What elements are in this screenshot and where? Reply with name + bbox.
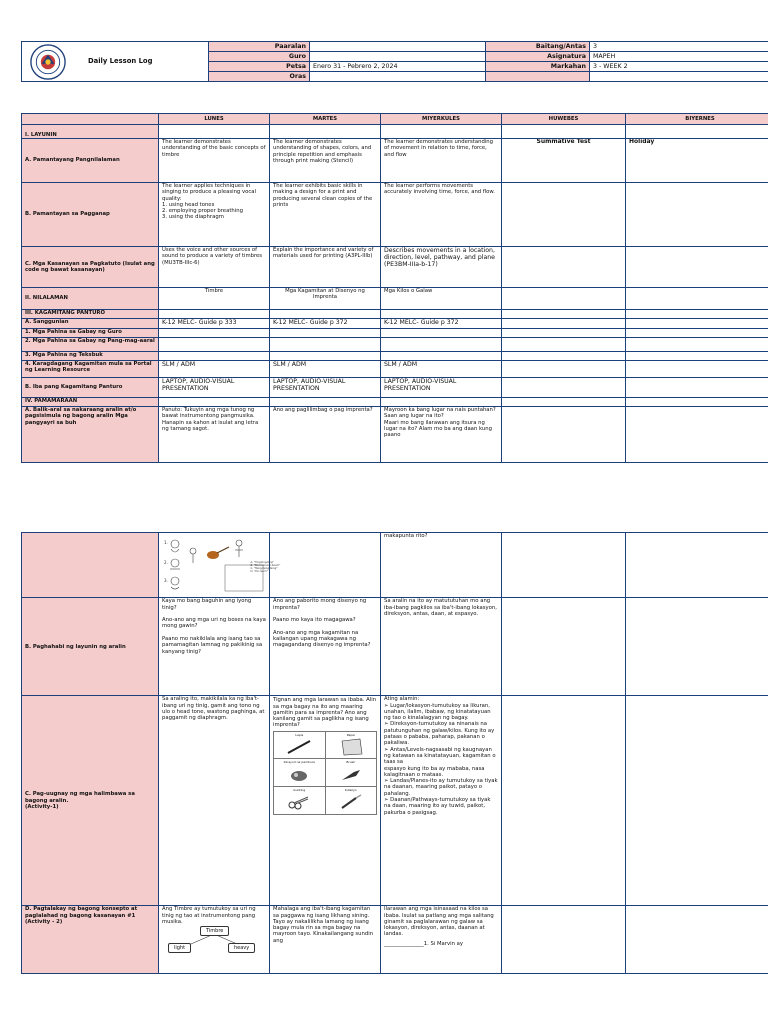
pagtalakay-item-1: _______________1. Si Marvin ay: [384, 940, 464, 947]
paper-icon: [336, 738, 366, 756]
deped-seal-icon: [30, 44, 66, 80]
printing-tools-grid: [273, 731, 377, 815]
corner-cell: [22, 114, 159, 125]
document-title: Daily Lesson Log: [88, 57, 153, 65]
cell-paghahabi-lunes: Kaya mo bang baguhin ang iyong tinig? Ano-ano ang mga uri ng boses na kaya mong gawin? Paano mo nakikilala ang isang tao sa pamamagitan lamnag ng pakikinig sa kanyang tinig?: [159, 598, 270, 696]
cell-sanggunian-miyerkules: K-12 MELC- Guide p 372: [381, 319, 502, 329]
day-header-lunes: LUNES: [159, 114, 270, 125]
value-asignatura: MAPEH: [590, 52, 768, 62]
tool-lapis: Lapis: [274, 731, 326, 759]
label-markahan: Markahan: [486, 62, 590, 72]
pagtalakay-lunes-text: Ang Timbre ay tumutukoy sa uri ng tinig ng tao at instrumentong pang musika.: [162, 906, 256, 925]
row-label-gabay-ng-guro: 1. Mga Pahina sa Gabay ng Guro: [22, 329, 159, 338]
cell-b-lunes: The learner applies techniques in singing to produce a pleasing vocal quality: 1. using head tones 2. employing proper breathing 3. using the diaphragm: [159, 183, 270, 247]
label-baitang: Baitang/Antas: [486, 42, 590, 52]
value-markahan: 3 - WEEK 2: [590, 62, 768, 72]
value-paaralan: [310, 42, 486, 52]
cell-paghahabi-martes: Ano ang paborito mong disenyo ng imprenta? Paano mo kaya ito magagawa? Ano-ano ang mga kagamitan na kailangan upang makagawa ng magagandang disenyo ng imprenta?: [270, 598, 381, 696]
pag-uugnay-martes-text: Tignan ang mga larawan sa ibaba. Alin sa mga bagay na ito ang maaring gamitin para sa imprenta? Ano ang kanilang gamit sa paglikha ng isang imprenta?: [273, 697, 377, 729]
row-label-pag-uugnay: C. Pag-uugnay ng mga halimbawa sa bagong aralin. (Activity-1): [22, 696, 159, 906]
diagram-node-light: light: [168, 943, 191, 953]
cell-balik-miyerkules: Mayroon ka bang lugar na nais puntahan? Saan ang lugar na ito? Maari mo bang ilarawan ang itsura ng lugar na ito? Alam mo ba ang daan kung paano: [381, 407, 502, 463]
quiz-option: B. "Boom-boom-boom": [250, 563, 281, 567]
section-pamamaraan: IV. PAMAMARAAN: [22, 398, 159, 407]
cell-a-martes: The learner demonstrates understanding of shapes, colors, and principle repetition and emphasis through print making (Stencil): [270, 139, 381, 183]
cell-c-martes: Explain the importance and variety of materials used for printing (A3PL-IIIb): [270, 247, 381, 288]
cell-pagtalakay-miyerkules: [381, 906, 502, 974]
row-label-gabay-ng-mag-aaral: 2. Mga Pahina sa Gabay ng Pang-mag-aaral: [22, 338, 159, 352]
header-logo-cell: [22, 42, 209, 82]
label-paaralan: Paaralan: [209, 42, 310, 52]
cell-pag-uugnay-martes: [270, 696, 381, 906]
instrument-quiz-illustration: [161, 535, 265, 593]
pagtalakay-miyerkules-text: Ilarawan ang mga isinasaad na kilos sa ibaba. Isulat sa patlang ang mga salitang ginamit sa paglalarawan ng galaw sa lokasyon, direksyon, antas, daanan at landas.: [384, 906, 494, 938]
value-guro: [310, 52, 486, 62]
day-header-martes: MARTES: [270, 114, 381, 125]
lesson-plan-table-page1: [21, 113, 768, 463]
svg-text:1.: 1.: [164, 540, 168, 545]
cell-a-biyernes: Holiday: [626, 139, 768, 183]
value-petsa: Enero 31 - Pebrero 2, 2024: [310, 62, 486, 72]
quiz-option: D. "Do-re-mi": [250, 570, 268, 574]
cell-balik-martes: Ano ang paglilimbag o pag imprenta?: [270, 407, 381, 463]
continued-label-cell: [22, 533, 159, 598]
value-oras: [310, 72, 486, 82]
cell-sanggunian-lunes: K-12 MELC- Guide p 333: [159, 319, 270, 329]
cell-a-lunes: The learner demonstrates understanding of the basic concepts of timbre: [159, 139, 270, 183]
cell-pagtalakay-martes: Mahalaga ang iba't-ibang kagamitan sa paggawa ng isang likhang sining. Tayo ay nakalilikha lamang ng isang bagay mula rin sa mga bagay na mayroon tayo. Kinakailangang sundin ang: [270, 906, 381, 974]
pencil-icon: [284, 738, 314, 756]
cell-c-miyerkules: Describes movements in a location, direction, level, pathway, and plane (PE3BM-IIIa-b-17): [381, 247, 502, 288]
cell-c-lunes: Uses the voice and other sources of sound to produce a variety of timbres (MU3TB-IIIc-6): [159, 247, 270, 288]
diagram-node-heavy: heavy: [228, 943, 255, 953]
cell-lr-miyerkules: SLM / ADM: [381, 361, 502, 378]
cell-pag-uugnay-miyerkules: Ating alamin: ➢ Lugar/lokasyon-tumutukoy sa likuran, unahan, ilalim, ibabaw, ng kinatatayuan ng tao o kinalalagyan ng bagay. ➢ Direksyon-tumutukoy sa ninanais na patutunguhan ng galaw/kilos. Kung ito ay pataas o pababa, paharap, pakanan o pakaliwa. ➢ Antas/Levels-nagsasabi ng kaugnayan ng katawan sa kinatatayuan, kagamitan o taas sa espasyo kung ito ba ay mababa, nasa kalagitnaan o mataas. ➢ Landas/Planes-ito ay tumutukoy sa tiyak na daanan, maaring paikot, patayo o pahalang. ➢ Daanan/Pathways-tumutukoy sa tiyak na daan, maaring ito ay tuwid, paikot, pakurba o pasigsag.: [381, 696, 502, 906]
cell-nilalaman-martes: Mga Kagamitan at Disenyo ng Imprenta: [270, 288, 381, 310]
diagram-node-timbre: Timbre: [200, 926, 229, 936]
cutter-knife-icon: [336, 793, 366, 811]
row-label-sanggunian: A. Sanggunian: [22, 319, 159, 329]
day-header-miyerkules: MIYERKULES: [381, 114, 502, 125]
cell-iba-miyerkules: LAPTOP, AUDIO-VISUAL PRESENTATION: [381, 378, 502, 398]
cell-a-huwebes: Summative Test: [502, 139, 626, 183]
tool-brush: Brush: [325, 759, 377, 787]
day-header-biyernes: BIYERNES: [626, 114, 768, 125]
row-label-kasanayan-sa-pagkatuto: C. Mga Kasanayan sa Pagkatuto (Isulat ang code ng bawat kasanayan): [22, 247, 159, 288]
cell-pagtalakay-lunes: [159, 906, 270, 974]
tool-pambura: Kinayod na pambura: [274, 759, 326, 787]
tool-gunting: Gunting: [274, 786, 326, 814]
cell-paghahabi-miyerkules: Sa aralin na ito ay matututuhan mo ang iba-ibang pagkilos sa iba't-ibang lokasyon, direksyon, antas, daan, at espasyo.: [381, 598, 502, 696]
row-label-teksbuk: 3. Mga Pahina ng Teksbuk: [22, 352, 159, 361]
cell-pag-uugnay-lunes: Sa araling ito, makikilala ka ng iba't-ibang uri ng tinig, gamit ang tono ng ulo o head tone, wastong paghinga, at paggamit ng diaphragm.: [159, 696, 270, 906]
brush-icon: [336, 766, 366, 784]
carved-eraser-icon: [284, 766, 314, 784]
scissors-icon: [284, 793, 314, 811]
tool-kutsilyo: Kutsilyo: [325, 786, 377, 814]
cell-nilalaman-miyerkules: Mga Kilos o Galaw: [381, 288, 502, 310]
lesson-plan-table-page2: [21, 532, 768, 974]
cell-lr-lunes: SLM / ADM: [159, 361, 270, 378]
day-header-huwebes: HUWEBES: [502, 114, 626, 125]
lesson-header-grid: [21, 41, 768, 82]
label-oras: Oras: [209, 72, 310, 82]
cell-iba-martes: LAPTOP, AUDIO-VISUAL PRESENTATION: [270, 378, 381, 398]
quiz-option: A. "Ting-ting-ting": [250, 560, 274, 564]
row-label-pamantayan-sa-pagganap: B. Pamantayan sa Pagganap: [22, 183, 159, 247]
row-label-pagtalakay: D. Pagtalakay ng bagong konsepto at paglalahad ng bagong kasanayan #1 (Activity - 2): [22, 906, 159, 974]
cell-sanggunian-martes: K-12 MELC- Guide p 372: [270, 319, 381, 329]
tool-papel: Papel: [325, 731, 377, 759]
row-label-balik-aral: A. Balik-aral sa nakaraang aralin at/o pagsisimula ng bagong aralin Mga pangyayri sa buh: [22, 407, 159, 463]
label-petsa: Petsa: [209, 62, 310, 72]
value-baitang: 3: [590, 42, 768, 52]
quiz-option: C. "Tsing-tsing-tsing": [250, 567, 278, 571]
svg-text:2.: 2.: [164, 560, 168, 565]
empty-cell: [486, 72, 590, 82]
label-guro: Guro: [209, 52, 310, 62]
cell-nilalaman-lunes: Timbre: [159, 288, 270, 310]
cell-b-miyerkules: The learner performs movements accurately involving time, force, and flow.: [381, 183, 502, 247]
row-label-iba-pang-kagamitan: B. Iba pang Kagamitang Panturo: [22, 378, 159, 398]
row-label-nilalaman: II. NILALAMAN: [22, 288, 159, 310]
row-label-paghahabi: B. Paghahabi ng layunin ng aralin: [22, 598, 159, 696]
quiz-options: [250, 560, 281, 574]
cell-iba-lunes: LAPTOP, AUDIO-VISUAL PRESENTATION: [159, 378, 270, 398]
cell-lr-martes: SLM / ADM: [270, 361, 381, 378]
empty-cell: [590, 72, 768, 82]
cell-cont-miyerkules: makapunta rito?: [381, 533, 502, 598]
cell-b-martes: The learner exhibits basic skills in making a design for a print and producing several clean copies of the prints: [270, 183, 381, 247]
label-asignatura: Asignatura: [486, 52, 590, 62]
section-kagamitang-panturo: III. KAGAMITANG PANTURO: [22, 310, 159, 319]
instrument-quiz-image: [159, 533, 281, 598]
timbre-diagram: [162, 925, 266, 957]
row-label-learning-resource: 4. Karagdagang Kagamitan mula sa Portal ng Learning Resource: [22, 361, 159, 378]
row-label-pamantayang-pangnilalaman: A. Pamantayang Pangnilalaman: [22, 139, 159, 183]
cell-a-miyerkules: The learner demonstrates understanding of movement in relation to time, force, and flow: [381, 139, 502, 183]
section-layunin: I. LAYUNIN: [22, 125, 159, 139]
svg-text:3.: 3.: [164, 578, 168, 583]
cell-balik-lunes: Panuto: Tukuyin ang mga tunog ng bawat instrumentong pangmusika. Hanapin sa kahon at isulat ang letra ng tamang sagot.: [159, 407, 270, 463]
